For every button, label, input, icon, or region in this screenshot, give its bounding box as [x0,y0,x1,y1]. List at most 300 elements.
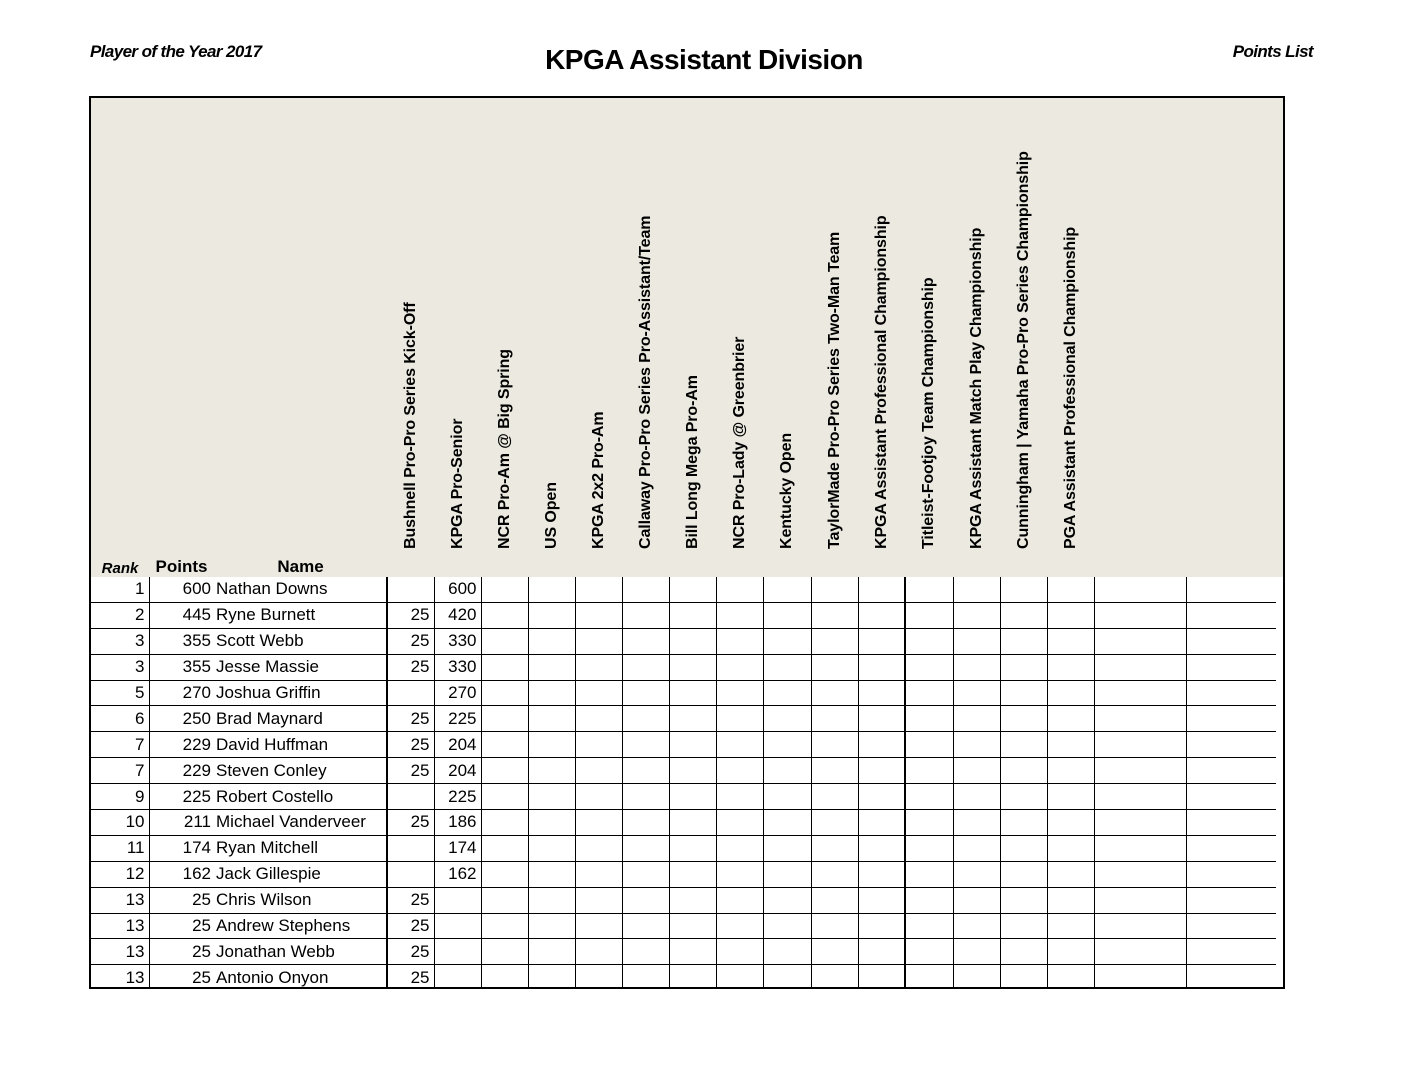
event-score-cell: 186 [434,810,481,836]
event-score-cell [1186,784,1276,810]
event-score-cell [1000,887,1047,913]
event-score-cell [953,732,1000,758]
event-score-cell [622,577,669,602]
event-score-cell [481,810,528,836]
event-score-cell: 600 [434,577,481,602]
event-name: Callaway Pro-Pro Series Pro-Assistant/Team [636,215,654,549]
rank-cell: 5 [91,680,149,706]
event-score-cell [1000,835,1047,861]
event-score-cell [622,965,669,989]
event-score-cell [763,835,811,861]
event-score-cell [1047,887,1094,913]
player-name-cell: Nathan Downs [214,577,387,602]
event-score-cell [953,577,1000,602]
event-score-cell: 330 [434,654,481,680]
event-score-cell [575,680,622,706]
event-score-cell [763,706,811,732]
event-score-cell [481,602,528,628]
event-score-cell [953,654,1000,680]
event-score-cell [811,758,858,784]
column-header-event [1047,98,1094,577]
event-score-cell [858,913,905,939]
event-score-cell [763,913,811,939]
table-row [91,706,1276,732]
player-name-cell: Jack Gillespie [214,861,387,887]
event-score-cell: 25 [387,602,434,628]
event-score-cell [763,680,811,706]
rank-cell: 3 [91,628,149,654]
column-header-points: Points [155,557,208,576]
table-row [91,810,1276,836]
event-score-cell [669,654,716,680]
points-cell: 600 [149,577,214,602]
event-score-cell [669,758,716,784]
event-score-cell [953,913,1000,939]
event-score-cell [1186,602,1276,628]
player-name-cell: Chris Wilson [214,887,387,913]
event-score-cell [811,680,858,706]
table-row [91,861,1276,887]
table-row [91,602,1276,628]
event-score-cell [716,680,763,706]
rank-cell: 10 [91,810,149,836]
points-cell: 174 [149,835,214,861]
event-score-cell: 25 [387,913,434,939]
event-score-cell [669,577,716,602]
event-score-cell [811,628,858,654]
table-row [91,965,1276,989]
player-name-cell: Steven Conley [214,758,387,784]
event-score-cell: 25 [387,887,434,913]
points-cell: 229 [149,758,214,784]
event-score-cell [858,680,905,706]
event-score-cell [905,602,953,628]
rank-cell: 13 [91,913,149,939]
event-score-cell [953,887,1000,913]
event-score-cell [1094,706,1186,732]
event-name: PGA Assistant Professional Championship [1061,226,1079,549]
event-score-cell [858,602,905,628]
rank-cell: 7 [91,732,149,758]
event-score-cell [622,784,669,810]
event-score-cell [1186,577,1276,602]
event-score-cell [575,913,622,939]
table-row [91,887,1276,913]
column-header-event [481,98,528,577]
event-score-cell [1094,758,1186,784]
event-score-cell [858,810,905,836]
event-score-cell [622,913,669,939]
event-score-cell [953,939,1000,965]
event-score-cell [858,706,905,732]
event-score-cell [622,810,669,836]
event-score-cell [481,784,528,810]
rank-cell: 1 [91,577,149,602]
event-score-cell [528,939,575,965]
event-score-cell [763,602,811,628]
rank-cell: 7 [91,758,149,784]
event-score-cell [763,758,811,784]
player-name-cell: Robert Costello [214,784,387,810]
event-score-cell [953,810,1000,836]
event-score-cell [1000,680,1047,706]
event-score-cell [811,835,858,861]
event-score-cell [858,835,905,861]
table-row [91,680,1276,706]
event-name: TaylorMade Pro-Pro Series Two-Man Team [825,231,843,549]
event-score-cell [575,654,622,680]
event-score-cell [716,706,763,732]
event-score-cell [1047,577,1094,602]
event-score-cell [669,835,716,861]
event-score-cell [1186,939,1276,965]
event-score-cell [622,835,669,861]
event-score-cell: 25 [387,706,434,732]
event-score-cell [811,939,858,965]
page-title: KPGA Assistant Division [545,44,863,75]
event-score-cell [528,861,575,887]
event-score-cell [858,654,905,680]
event-score-cell [811,913,858,939]
event-score-cell [528,577,575,602]
event-score-cell [1094,810,1186,836]
points-cell: 270 [149,680,214,706]
event-score-cell: 204 [434,758,481,784]
event-score-cell [1047,628,1094,654]
event-score-cell [1000,732,1047,758]
event-score-cell [528,654,575,680]
points-cell: 250 [149,706,214,732]
event-score-cell [1047,758,1094,784]
event-score-cell [669,602,716,628]
event-score-cell [434,939,481,965]
event-name: NCR Pro-Am @ Big Spring [495,349,513,549]
event-score-cell [1047,965,1094,989]
points-cell: 211 [149,810,214,836]
event-score-cell [528,680,575,706]
event-score-cell [387,680,434,706]
event-score-cell [953,861,1000,887]
event-score-cell [1094,577,1186,602]
table-row [91,835,1276,861]
event-score-cell [575,628,622,654]
event-score-cell [1186,887,1276,913]
event-score-cell [1000,939,1047,965]
event-score-cell [481,732,528,758]
event-score-cell [905,758,953,784]
event-score-cell [1094,887,1186,913]
event-score-cell [622,732,669,758]
points-cell: 25 [149,913,214,939]
event-score-cell [1000,913,1047,939]
event-score-cell [1000,861,1047,887]
event-score-cell [763,810,811,836]
event-score-cell [1186,654,1276,680]
event-score-cell [905,939,953,965]
event-score-cell [858,732,905,758]
event-score-cell [669,706,716,732]
event-score-cell [575,732,622,758]
column-header-rank: Rank [101,560,139,577]
event-score-cell [1000,758,1047,784]
event-score-cell [858,784,905,810]
event-score-cell [528,628,575,654]
event-score-cell [575,602,622,628]
event-score-cell [622,602,669,628]
event-score-cell [575,965,622,989]
event-score-cell [669,810,716,836]
event-score-cell [1186,680,1276,706]
event-score-cell [1047,602,1094,628]
event-score-cell [811,732,858,758]
event-score-cell [481,861,528,887]
event-score-cell [622,706,669,732]
event-score-cell: 330 [434,628,481,654]
event-score-cell [905,732,953,758]
points-cell: 229 [149,732,214,758]
event-score-cell [669,732,716,758]
event-score-cell [387,835,434,861]
rank-cell: 6 [91,706,149,732]
event-score-cell [905,913,953,939]
event-score-cell [1094,939,1186,965]
event-score-cell: 25 [387,732,434,758]
rank-cell: 2 [91,602,149,628]
event-score-cell [811,887,858,913]
event-score-cell [905,706,953,732]
event-score-cell [1047,913,1094,939]
points-cell: 25 [149,887,214,913]
event-score-cell [575,706,622,732]
player-name-cell: Ryne Burnett [214,602,387,628]
event-name: Kentucky Open [778,432,795,549]
event-score-cell [1186,913,1276,939]
event-score-cell [528,887,575,913]
event-score-cell [953,706,1000,732]
column-header-event [905,98,953,577]
event-score-cell [858,939,905,965]
column-header-event [1186,98,1276,577]
event-score-cell [1094,628,1186,654]
event-score-cell [716,965,763,989]
player-name-cell: Antonio Onyon [216,967,329,987]
player-name-cell: Jonathan Webb [214,939,387,965]
event-score-cell [716,732,763,758]
player-name-cell: Ryan Mitchell [214,835,387,861]
event-score-cell [1094,784,1186,810]
table-row [91,577,1276,602]
event-score-cell [481,887,528,913]
points-cell: 355 [149,654,214,680]
event-score-cell [481,628,528,654]
event-score-cell [905,861,953,887]
player-name-cell: Joshua Griffin [214,680,387,706]
event-name: NCR Pro-Lady @ Greenbrier [730,336,748,549]
event-score-cell [811,810,858,836]
event-name: Titleist-Footjoy Team Championship [920,277,937,549]
event-score-cell [622,887,669,913]
table-row [91,939,1276,965]
event-score-cell [575,887,622,913]
event-score-cell [811,861,858,887]
event-score-cell [575,577,622,602]
event-score-cell [575,939,622,965]
event-score-cell [1186,861,1276,887]
event-score-cell [953,835,1000,861]
event-score-cell [811,602,858,628]
event-score-cell [716,835,763,861]
event-score-cell [905,577,953,602]
event-score-cell [575,784,622,810]
points-cell: 25 [149,965,214,989]
event-score-cell: 162 [434,861,481,887]
points-cell: 162 [149,861,214,887]
event-score-cell [763,784,811,810]
event-score-cell [811,654,858,680]
event-score-cell [763,732,811,758]
event-score-cell: 204 [434,732,481,758]
event-score-cell [387,861,434,887]
event-name: KPGA Assistant Professional Championship [872,215,890,549]
event-score-cell [1047,810,1094,836]
event-score-cell [905,784,953,810]
player-name-cell: Scott Webb [214,628,387,654]
event-score-cell [669,887,716,913]
event-score-cell [481,965,528,989]
rank-cell: 13 [91,887,149,913]
event-score-cell [953,628,1000,654]
event-score-cell [1000,602,1047,628]
event-score-cell [858,861,905,887]
column-header-event [575,98,622,577]
column-header-event [387,98,434,577]
event-score-cell: 25 [387,628,434,654]
event-score-cell [434,965,481,989]
event-score-cell [1000,810,1047,836]
event-score-cell [716,628,763,654]
player-name-cell: Brad Maynard [214,706,387,732]
event-score-cell: 25 [387,758,434,784]
event-score-cell: 25 [387,965,434,989]
event-score-cell [481,939,528,965]
event-score-cell [716,913,763,939]
event-score-cell [763,861,811,887]
event-score-cell [575,810,622,836]
event-score-cell [716,887,763,913]
event-score-cell: 420 [434,602,481,628]
event-score-cell [481,680,528,706]
event-score-cell [1000,965,1047,989]
points-cell: 225 [149,784,214,810]
event-score-cell [387,784,434,810]
column-header-event [763,98,811,577]
event-score-cell [528,810,575,836]
column-header-event [953,98,1000,577]
column-header-event [669,98,716,577]
event-score-cell [905,835,953,861]
event-score-cell [716,602,763,628]
rank-cell: 13 [125,967,145,987]
event-score-cell [1000,784,1047,810]
event-score-cell [716,810,763,836]
event-score-cell [528,758,575,784]
event-score-cell [1094,861,1186,887]
table-row [91,758,1276,784]
event-score-cell [953,602,1000,628]
event-score-cell [1186,732,1276,758]
points-cell: 355 [149,628,214,654]
event-score-cell [669,628,716,654]
rank-cell: 12 [91,861,149,887]
event-score-cell [1094,835,1186,861]
event-name: Cunningham | Yamaha Pro-Pro Series Championship [1014,151,1032,549]
event-score-cell [1047,680,1094,706]
event-score-cell [669,913,716,939]
event-score-cell [763,965,811,989]
event-score-cell [858,887,905,913]
rank-cell: 11 [91,835,149,861]
event-score-cell [1186,835,1276,861]
event-score-cell [811,784,858,810]
event-score-cell [1094,680,1186,706]
event-score-cell [528,965,575,989]
event-score-cell [481,706,528,732]
points-cell: 445 [149,602,214,628]
event-score-cell [1047,654,1094,680]
points-cell: 25 [149,939,214,965]
event-score-cell [1047,706,1094,732]
column-header-row [91,98,1276,577]
event-score-cell [528,835,575,861]
column-header-event [716,98,763,577]
table-row [91,628,1276,654]
event-score-cell [669,965,716,989]
rank-cell: 3 [91,654,149,680]
event-score-cell [763,887,811,913]
event-name: KPGA 2x2 Pro-Am [589,411,607,549]
column-header-event [622,98,669,577]
table-row [91,654,1276,680]
column-header-event [1094,98,1186,577]
event-score-cell: 25 [387,939,434,965]
rank-cell: 13 [91,939,149,965]
event-score-cell [811,577,858,602]
event-score-cell [953,965,1000,989]
player-name-cell: Jesse Massie [214,654,387,680]
rank-cell: 9 [91,784,149,810]
event-score-cell [905,654,953,680]
event-score-cell [953,680,1000,706]
event-score-cell [1047,835,1094,861]
event-score-cell [905,965,953,989]
event-score-cell [905,810,953,836]
event-score-cell [575,835,622,861]
event-score-cell [669,861,716,887]
event-score-cell [481,577,528,602]
event-score-cell [858,628,905,654]
table-row [91,732,1276,758]
event-score-cell [528,732,575,758]
table-row [91,784,1276,810]
event-score-cell [858,965,905,989]
event-score-cell [528,706,575,732]
event-score-cell [858,758,905,784]
event-score-cell [1186,628,1276,654]
column-header-event [858,98,905,577]
event-score-cell [905,680,953,706]
event-name: KPGA Assistant Match Play Championship [967,227,985,549]
event-score-cell [811,965,858,989]
